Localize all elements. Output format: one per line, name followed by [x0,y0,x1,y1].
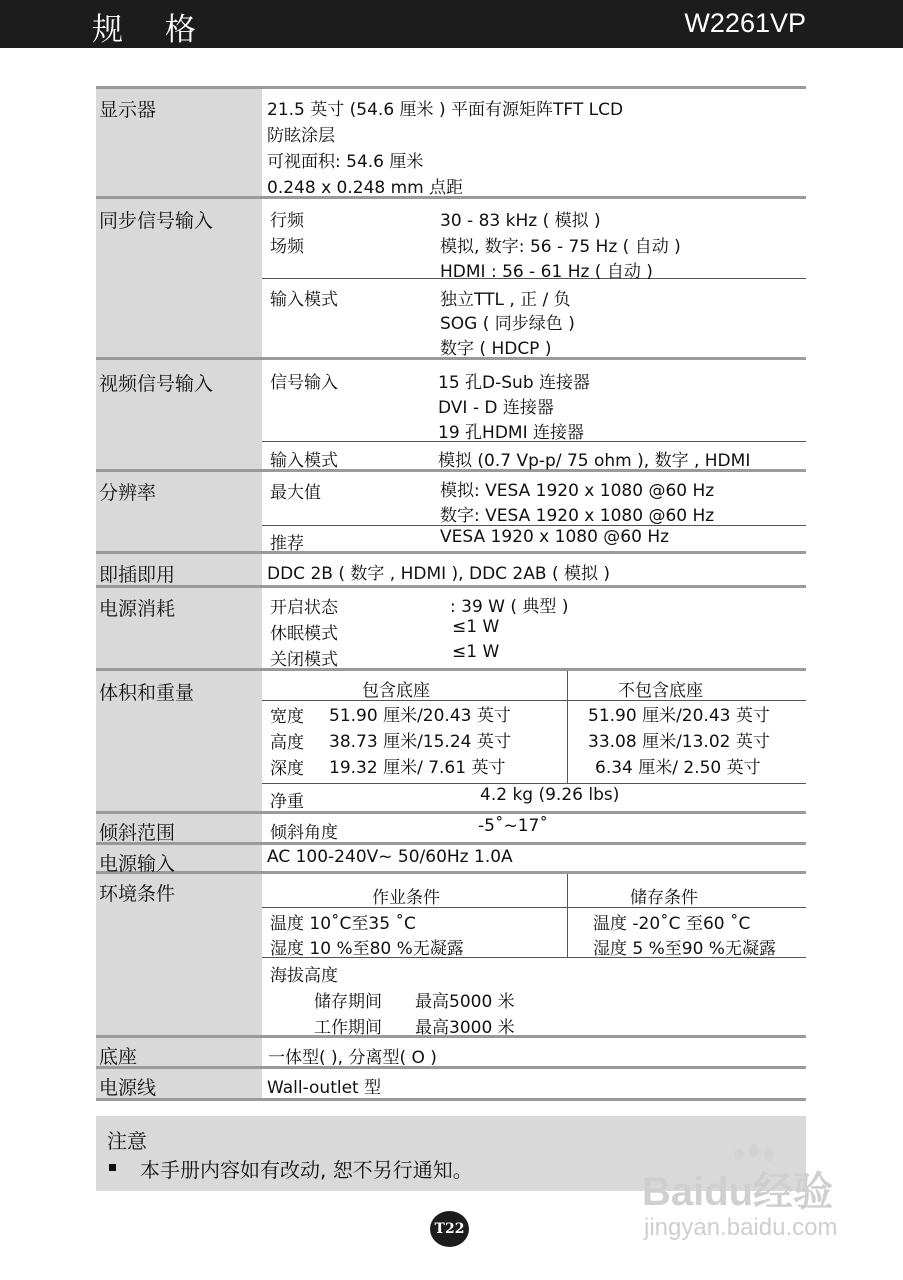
display-line: 0.248 x 0.248 mm 点距 [267,178,464,198]
power-input-value: AC 100-240V~ 50/60Hz 1.0A [267,847,513,867]
row-divider [96,585,806,588]
row-label-display: 显示器 [99,99,157,121]
page-title: 规 格 [92,12,212,48]
row-divider [96,551,806,554]
sync-mode-value: 独立TTL , 正 / 负 [440,290,571,310]
watermark-url: jingyan.baidu.com [644,1214,838,1241]
row-label-video: 视频信号输入 [99,373,214,395]
dim-name: 高度 [270,733,304,753]
signal-input-value: 15 孔D-Sub 连接器 [438,373,591,393]
dim-with: 51.90 厘米/20.43 英寸 [329,706,511,726]
model-name: W2261VP [684,8,806,38]
row-divider [96,86,806,89]
row-divider [96,1066,806,1069]
dim-with: 19.32 厘米/ 7.61 英寸 [329,758,506,778]
inner-divider [262,783,806,784]
env-col-storage: 储存条件 [630,888,698,908]
dim-without: 51.90 厘米/20.43 英寸 [588,706,770,726]
altitude-work-label: 工作期间 [314,1018,382,1038]
max-res-value: 模拟: VESA 1920 x 1080 @60 Hz [440,481,715,501]
op-temperature: 温度 10˚C至35 ˚C [270,914,416,934]
max-res-value: 数字: VESA 1920 x 1080 @60 Hz [440,506,715,526]
op-humidity: 湿度 10 %至80 %无凝露 [270,939,464,959]
dims-col-without-stand: 不包含底座 [618,681,703,701]
dim-name: 宽度 [270,707,304,727]
display-line: 21.5 英寸 (54.6 厘米 ) 平面有源矩阵TFT LCD [267,100,624,120]
stand-value: 一体型( ), 分离型( O ) [268,1048,437,1068]
note-title: 注意 [107,1129,147,1153]
watermark [642,1160,892,1260]
video-mode-label: 输入模式 [270,451,338,471]
row-divider [96,871,806,874]
sync-mode-value: 数字 ( HDCP ) [440,339,552,359]
pnp-value: DDC 2B ( 数字 , HDMI ), DDC 2AB ( 模拟 ) [267,564,611,584]
power-sleep-value: ≤1 W [452,617,500,637]
weight-value: 4.2 kg (9.26 lbs) [480,785,620,805]
rec-res-label: 推荐 [270,534,304,554]
page-number: T22 [430,1211,469,1247]
power-cord-value: Wall-outlet 型 [267,1078,382,1098]
bullet-icon [109,1164,116,1171]
v-freq-value: 模拟, 数字: 56 - 75 Hz ( 自动 ) [440,237,681,257]
sync-mode-label: 输入模式 [270,290,338,310]
row-label-dims: 体积和重量 [99,682,195,704]
inner-divider [262,907,806,908]
h-freq-value: 30 - 83 kHz ( 模拟 ) [440,211,601,231]
power-on-label: 开启状态 [270,598,338,618]
row-label-tilt: 倾斜范围 [99,822,176,844]
dim-name: 深度 [270,759,304,779]
row-divider [96,1098,806,1101]
storage-humidity: 湿度 5 %至90 %无凝露 [593,939,776,959]
row-label-power: 电源消耗 [99,598,176,620]
tilt-angle-label: 倾斜角度 [270,823,338,843]
dim-without: 6.34 厘米/ 2.50 英寸 [595,758,761,778]
row-label-resolution: 分辨率 [99,482,157,504]
row-label-sync: 同步信号输入 [99,210,214,232]
storage-temperature: 温度 -20˚C 至60 ˚C [593,914,751,934]
signal-input-label: 信号输入 [270,373,338,393]
row-label-env: 环境条件 [99,883,176,905]
header-bar [0,0,903,48]
rec-res-value: VESA 1920 x 1080 @60 Hz [440,527,670,547]
env-col-operating: 作业条件 [372,888,440,908]
altitude-label: 海拔高度 [270,966,338,986]
v-freq-value: HDMI : 56 - 61 Hz ( 自动 ) [440,262,653,282]
row-label-power-input: 电源输入 [99,853,176,875]
sync-mode-value: SOG ( 同步绿色 ) [440,314,575,334]
signal-input-value: DVI - D 连接器 [438,398,554,418]
h-freq-label: 行频 [270,211,304,231]
watermark-brand: Baidu经验 [642,1170,834,1214]
row-divider [96,842,806,845]
signal-input-value: 19 孔HDMI 连接器 [438,423,584,443]
altitude-work-value: 最高3000 米 [415,1018,515,1038]
column-divider [567,671,568,783]
display-line: 可视面积: 54.6 厘米 [267,152,424,172]
column-divider [567,874,568,957]
power-on-value: : 39 W ( 典型 ) [450,597,569,617]
power-off-value: ≤1 W [452,642,500,662]
display-line: 防眩涂层 [267,126,335,146]
paw-icon [749,1144,759,1157]
video-mode-value: 模拟 (0.7 Vp-p/ 75 ohm ), 数字 , HDMI [438,451,751,471]
row-label-stand: 底座 [99,1046,138,1068]
v-freq-label: 场频 [270,237,304,257]
tilt-angle-value: -5˚~17˚ [478,816,548,836]
power-sleep-label: 休眠模式 [270,624,338,644]
power-off-label: 关闭模式 [270,650,338,670]
weight-label: 净重 [270,792,304,812]
row-label-power-cord: 电源线 [99,1077,157,1099]
max-res-label: 最大值 [270,483,321,503]
row-label-pnp: 即插即用 [99,564,176,586]
note-text: 本手册内容如有改动, 恕不另行通知。 [140,1158,473,1182]
dim-without: 33.08 厘米/13.02 英寸 [588,732,770,752]
dims-col-with-stand: 包含底座 [362,681,430,701]
row-divider [96,668,806,671]
row-divider [96,811,806,814]
altitude-storage-label: 储存期间 [314,992,382,1012]
altitude-storage-value: 最高5000 米 [415,992,515,1012]
dim-with: 38.73 厘米/15.24 英寸 [329,732,511,752]
